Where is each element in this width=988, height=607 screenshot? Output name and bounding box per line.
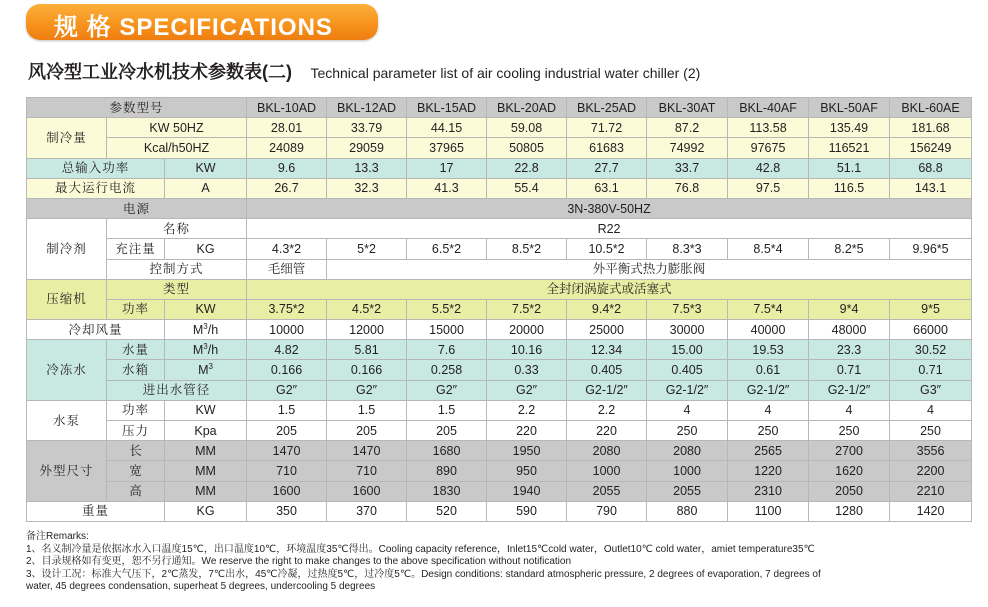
- table-cell: 19.53: [728, 340, 809, 360]
- subtitle-english: Technical parameter list of air cooling industrial water chiller (2): [310, 65, 701, 81]
- table-cell: 205: [327, 421, 407, 441]
- specifications-banner: [26, 4, 378, 40]
- table-cell: 9.96*5: [890, 239, 972, 259]
- model-name: BKL-40AF: [728, 98, 809, 118]
- table-cell: 15.00: [647, 340, 728, 360]
- model-name: BKL-25AD: [567, 98, 647, 118]
- table-cell: 26.7: [247, 178, 327, 198]
- table-cell: 1000: [647, 461, 728, 481]
- table-cell: 44.15: [407, 118, 487, 138]
- table-cell: 2080: [567, 441, 647, 461]
- unit-tail: /h: [207, 342, 219, 357]
- table-cell: 790: [567, 501, 647, 521]
- height-unit: MM: [165, 481, 247, 501]
- max-current-label: 最大运行电流: [27, 178, 165, 198]
- air-flow-unit: [165, 320, 247, 340]
- max-current-unit: A: [165, 178, 247, 198]
- table-cell: 1000: [567, 461, 647, 481]
- table-cell: 22.8: [487, 158, 567, 178]
- table-cell: 5.5*2: [407, 299, 487, 319]
- table-cell: 1420: [890, 501, 972, 521]
- row-dim-width: [27, 461, 972, 481]
- table-cell: 74992: [647, 138, 728, 158]
- row-cooling-kw: [27, 118, 972, 138]
- table-cell: 9.4*2: [567, 299, 647, 319]
- row-max-current: [27, 178, 972, 198]
- table-cell: 2565: [728, 441, 809, 461]
- spec-table: [26, 97, 972, 522]
- table-cell: 8.5*4: [728, 239, 809, 259]
- table-cell: 7.5*4: [728, 299, 809, 319]
- table-cell: 350: [247, 501, 327, 521]
- table-cell: 76.8: [647, 178, 728, 198]
- total-power-unit: KW: [165, 158, 247, 178]
- table-cell: 3556: [890, 441, 972, 461]
- table-cell: 97.5: [728, 178, 809, 198]
- table-cell: G2″: [247, 380, 327, 400]
- table-cell: 30.52: [890, 340, 972, 360]
- table-cell: G2″: [327, 380, 407, 400]
- pump-power-label: 功率: [107, 400, 165, 420]
- table-cell: 4: [809, 400, 890, 420]
- table-cell: 0.405: [567, 360, 647, 380]
- table-subtitle: [28, 58, 700, 84]
- table-cell: 9.6: [247, 158, 327, 178]
- table-cell: 2050: [809, 481, 890, 501]
- width-unit: MM: [165, 461, 247, 481]
- table-cell: 40000: [728, 320, 809, 340]
- table-cell: 590: [487, 501, 567, 521]
- table-cell: 4.5*2: [327, 299, 407, 319]
- table-cell: 370: [327, 501, 407, 521]
- remark-line: water, 45 degrees condensation, superheat 5 degrees, undercooling 5 degrees: [26, 581, 376, 592]
- control-rest-value: 外平衡式热力膨胀阀: [327, 259, 972, 279]
- cooling-kw-label: KW 50HZ: [107, 118, 247, 138]
- table-cell: 2210: [890, 481, 972, 501]
- table-cell: 30000: [647, 320, 728, 340]
- cooling-label: 制冷量: [27, 118, 107, 158]
- table-cell: 2700: [809, 441, 890, 461]
- table-cell: 250: [890, 421, 972, 441]
- height-label: 高: [107, 481, 165, 501]
- table-cell: 71.72: [567, 118, 647, 138]
- table-cell: G2-1/2″: [728, 380, 809, 400]
- compressor-type-label: 类型: [107, 279, 247, 299]
- model-name: BKL-10AD: [247, 98, 327, 118]
- model-name: BKL-50AF: [809, 98, 890, 118]
- subtitle-chinese: 风冷型工业冷水机技术参数表(二): [28, 62, 292, 82]
- table-cell: 710: [247, 461, 327, 481]
- table-cell: 0.166: [247, 360, 327, 380]
- table-cell: 41.3: [407, 178, 487, 198]
- table-cell: 28.01: [247, 118, 327, 138]
- remark-line: 2、目录规格如有变更，恕不另行通知。We reserve the right to make changes to the above specification without notification: [26, 556, 572, 567]
- row-dim-height: [27, 481, 972, 501]
- row-weight: [27, 501, 972, 521]
- control-label: 控制方式: [107, 259, 247, 279]
- table-cell: 7.5*2: [487, 299, 567, 319]
- table-cell: 10.16: [487, 340, 567, 360]
- table-cell: 2080: [647, 441, 728, 461]
- banner-title: 规 格 SPECIFICATIONS: [54, 14, 333, 41]
- air-flow-label: 冷却风量: [27, 320, 165, 340]
- length-label: 长: [107, 441, 165, 461]
- chilled-tank-unit: [165, 360, 247, 380]
- unit-base: M: [192, 342, 204, 357]
- table-cell: 1950: [487, 441, 567, 461]
- unit-superscript: 3: [208, 361, 213, 371]
- table-cell: 0.71: [809, 360, 890, 380]
- row-refrigerant-charge: [27, 239, 972, 259]
- chilled-pipe-label: 进出水管径: [107, 380, 247, 400]
- table-cell: 25000: [567, 320, 647, 340]
- table-cell: 1470: [327, 441, 407, 461]
- table-cell: 135.49: [809, 118, 890, 138]
- table-cell: 220: [487, 421, 567, 441]
- table-cell: 33.79: [327, 118, 407, 138]
- table-cell: 2.2: [487, 400, 567, 420]
- unit-superscript: 3: [203, 321, 208, 331]
- table-cell: 116.5: [809, 178, 890, 198]
- table-cell: 8.3*3: [647, 239, 728, 259]
- table-cell: 4.82: [247, 340, 327, 360]
- table-cell: 205: [247, 421, 327, 441]
- table-cell: 8.2*5: [809, 239, 890, 259]
- table-cell: 1.5: [407, 400, 487, 420]
- row-compressor-power: [27, 299, 972, 319]
- table-cell: 37965: [407, 138, 487, 158]
- table-cell: 17: [407, 158, 487, 178]
- table-cell: 9*4: [809, 299, 890, 319]
- table-cell: 13.3: [327, 158, 407, 178]
- table-cell: 10.5*2: [567, 239, 647, 259]
- table-cell: 520: [407, 501, 487, 521]
- table-cell: G2-1/2″: [809, 380, 890, 400]
- table-cell: 4.3*2: [247, 239, 327, 259]
- row-model-header: [27, 98, 972, 118]
- weight-label: 重量: [27, 501, 165, 521]
- power-source-value: 3N-380V-50HZ: [247, 198, 972, 218]
- table-cell: 32.3: [327, 178, 407, 198]
- table-cell: 48000: [809, 320, 890, 340]
- table-cell: 2310: [728, 481, 809, 501]
- table-cell: 1.5: [247, 400, 327, 420]
- row-chilled-pipe: [27, 380, 972, 400]
- table-cell: 1220: [728, 461, 809, 481]
- table-cell: 8.5*2: [487, 239, 567, 259]
- table-cell: 15000: [407, 320, 487, 340]
- table-cell: 2200: [890, 461, 972, 481]
- table-cell: 5*2: [327, 239, 407, 259]
- refrigerant-label: 制冷剂: [27, 219, 107, 280]
- unit-base: M: [192, 322, 204, 337]
- table-cell: 2055: [647, 481, 728, 501]
- table-cell: 6.5*2: [407, 239, 487, 259]
- table-cell: 51.1: [809, 158, 890, 178]
- table-cell: 205: [407, 421, 487, 441]
- row-cooling-kcal: [27, 138, 972, 158]
- table-cell: 2055: [567, 481, 647, 501]
- table-cell: 113.58: [728, 118, 809, 138]
- table-cell: 1600: [247, 481, 327, 501]
- table-cell: 0.166: [327, 360, 407, 380]
- refrigerant-name-value: R22: [247, 219, 972, 239]
- chilled-flow-unit: [165, 340, 247, 360]
- row-total-power: [27, 158, 972, 178]
- table-cell: 5.81: [327, 340, 407, 360]
- length-unit: MM: [165, 441, 247, 461]
- table-cell: 1280: [809, 501, 890, 521]
- table-cell: 880: [647, 501, 728, 521]
- table-cell: 1620: [809, 461, 890, 481]
- table-cell: 1680: [407, 441, 487, 461]
- cooling-kcal-label: Kcal/h50HZ: [107, 138, 247, 158]
- table-cell: 250: [728, 421, 809, 441]
- header-label: 参数型号: [27, 98, 247, 118]
- table-cell: 1100: [728, 501, 809, 521]
- pump-power-unit: KW: [165, 400, 247, 420]
- model-name: BKL-30AT: [647, 98, 728, 118]
- model-name: BKL-60AE: [890, 98, 972, 118]
- compressor-label: 压缩机: [27, 279, 107, 319]
- table-cell: 61683: [567, 138, 647, 158]
- table-cell: 33.7: [647, 158, 728, 178]
- row-dim-length: [27, 441, 972, 461]
- table-cell: 2.2: [567, 400, 647, 420]
- weight-unit: KG: [165, 501, 247, 521]
- table-cell: 42.8: [728, 158, 809, 178]
- row-air-flow: [27, 320, 972, 340]
- table-cell: 10000: [247, 320, 327, 340]
- row-chilled-flow: [27, 340, 972, 360]
- table-cell: G2-1/2″: [647, 380, 728, 400]
- row-refrigerant-name: [27, 219, 972, 239]
- table-cell: 4: [890, 400, 972, 420]
- table-cell: 59.08: [487, 118, 567, 138]
- compressor-power-label: 功率: [107, 299, 165, 319]
- table-cell: 710: [327, 461, 407, 481]
- table-cell: 55.4: [487, 178, 567, 198]
- table-cell: 1470: [247, 441, 327, 461]
- row-pump-pressure: [27, 421, 972, 441]
- table-cell: 250: [647, 421, 728, 441]
- table-cell: 0.71: [890, 360, 972, 380]
- table-cell: 7.6: [407, 340, 487, 360]
- width-label: 宽: [107, 461, 165, 481]
- table-cell: 143.1: [890, 178, 972, 198]
- unit-base: M: [198, 363, 209, 378]
- remarks-section: [26, 531, 976, 594]
- remark-line: 1、名义制冷量是依据冰水入口温度15℃，出口温度10℃，环境温度35℃得出。Cooling capacity reference，Inlet15℃cold water，Outlet10℃ cold water，amiet temperature35℃: [26, 543, 815, 555]
- table-cell: 1940: [487, 481, 567, 501]
- table-cell: 97675: [728, 138, 809, 158]
- model-name: BKL-20AD: [487, 98, 567, 118]
- table-cell: 4: [647, 400, 728, 420]
- unit-superscript: 3: [203, 341, 208, 351]
- table-cell: G2-1/2″: [567, 380, 647, 400]
- charge-label: 充注量: [107, 239, 165, 259]
- table-cell: 0.405: [647, 360, 728, 380]
- dimensions-label: 外型尺寸: [27, 441, 107, 502]
- row-refrigerant-control: [27, 259, 972, 279]
- table-cell: 68.8: [890, 158, 972, 178]
- table-cell: G3″: [890, 380, 972, 400]
- table-cell: 250: [809, 421, 890, 441]
- table-cell: 7.5*3: [647, 299, 728, 319]
- table-cell: 0.258: [407, 360, 487, 380]
- pump-pressure-label: 压力: [107, 421, 165, 441]
- charge-unit: KG: [165, 239, 247, 259]
- table-cell: 0.61: [728, 360, 809, 380]
- table-cell: 0.33: [487, 360, 567, 380]
- table-cell: 1830: [407, 481, 487, 501]
- table-cell: 890: [407, 461, 487, 481]
- pump-pressure-unit: Kpa: [165, 421, 247, 441]
- table-cell: 23.3: [809, 340, 890, 360]
- table-cell: G2″: [407, 380, 487, 400]
- compressor-power-unit: KW: [165, 299, 247, 319]
- row-compressor-type: [27, 279, 972, 299]
- chilled-water-label: 冷冻水: [27, 340, 107, 401]
- table-cell: 87.2: [647, 118, 728, 138]
- row-chilled-tank: [27, 360, 972, 380]
- table-cell: 4: [728, 400, 809, 420]
- table-cell: 63.1: [567, 178, 647, 198]
- table-cell: 220: [567, 421, 647, 441]
- row-pump-power: [27, 400, 972, 420]
- remarks-title: 备注Remarks:: [26, 531, 89, 542]
- table-cell: 12000: [327, 320, 407, 340]
- chilled-tank-label: 水箱: [107, 360, 165, 380]
- row-power-source: [27, 198, 972, 218]
- pump-label: 水泵: [27, 400, 107, 440]
- table-cell: 24089: [247, 138, 327, 158]
- total-power-label: 总输入功率: [27, 158, 165, 178]
- table-cell: 116521: [809, 138, 890, 158]
- unit-tail: /h: [207, 322, 219, 337]
- table-cell: 156249: [890, 138, 972, 158]
- refrigerant-name-label: 名称: [107, 219, 247, 239]
- chilled-flow-label: 水量: [107, 340, 165, 360]
- table-cell: 9*5: [890, 299, 972, 319]
- table-cell: 50805: [487, 138, 567, 158]
- remark-line: 3、设计工况：标准大气压下，2℃蒸发，7℃出水，45℃冷凝，过热度5℃，过冷度5℃。Design conditions: standard atmospheric pressure, 2 degrees of evaporation, 7 degrees of: [26, 568, 821, 580]
- table-cell: 20000: [487, 320, 567, 340]
- compressor-type-value: 全封闭涡旋式或活塞式: [247, 279, 972, 299]
- power-source-label: 电源: [27, 198, 247, 218]
- table-cell: 12.34: [567, 340, 647, 360]
- table-cell: 1600: [327, 481, 407, 501]
- model-name: BKL-15AD: [407, 98, 487, 118]
- table-cell: G2″: [487, 380, 567, 400]
- table-cell: 27.7: [567, 158, 647, 178]
- table-cell: 66000: [890, 320, 972, 340]
- table-cell: 29059: [327, 138, 407, 158]
- control-first-value: 毛细管: [247, 259, 327, 279]
- model-name: BKL-12AD: [327, 98, 407, 118]
- table-cell: 1.5: [327, 400, 407, 420]
- table-cell: 181.68: [890, 118, 972, 138]
- table-cell: 950: [487, 461, 567, 481]
- table-cell: 3.75*2: [247, 299, 327, 319]
